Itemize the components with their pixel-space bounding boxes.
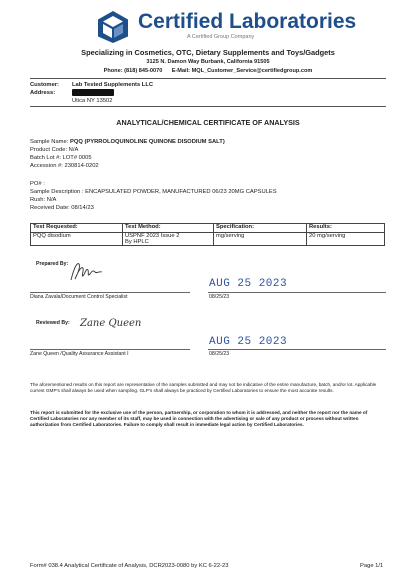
cell-test-method — [123, 233, 214, 246]
header-test-method: Test Method: — [123, 224, 214, 233]
cell-specification: mg/serving — [214, 233, 307, 246]
lab-address: 3125 N. Damon Way Burbank, California 91505 — [146, 59, 270, 65]
address-city: Utica NY 13502 — [72, 98, 113, 104]
results-header-row — [31, 224, 385, 233]
po-number: PO# : — [30, 181, 45, 187]
product-code: Product Code: N/A — [30, 147, 79, 153]
prepared-signature-image — [68, 260, 108, 284]
prepared-date-line — [208, 292, 386, 293]
reviewed-date: 08/25/23 — [209, 351, 230, 357]
brand-name: Certified Laboratories — [138, 10, 357, 33]
header-results: Results: — [307, 224, 385, 233]
disclaimer-representative: The aforementioned results on this report are representative of the samples submitted and may not be indicative of the entire manufacture, batch, and/or lot. Applicable current GMP's shall always be used when sampling. GLP's shall always be practiced by Certified Laboratories to ensure the most accurate results. — [30, 382, 377, 393]
accession-number: Accession #: 230814-0202 — [30, 163, 99, 169]
header-test-requested: Test Requested: — [31, 224, 123, 233]
method-line-1: USPNF 2023 Issue 2 — [125, 233, 180, 239]
form-number: Form# 038.4 Analytical Certificate of Analysis, DCR2023-0080 by KC 6-22-23 — [30, 563, 229, 569]
prepared-by-name: Diana Zavala/Document Control Specialist — [30, 294, 128, 300]
disclaimer-exclusive-use: This report is submitted for the exclusive use of the person, partnership, or corporation to whom it is addressed, and neither the report nor the name of Certified Laboratories nor any member of its staff, may be used in connection with the advertising or sale of any product or process without written authorization from Certified Laboratories. Failure to comply shall result in immediate legal action by Certified Laboratories. — [30, 410, 368, 427]
batch-lot: Batch Lot #: LOT# 0005 — [30, 155, 92, 161]
customer-value: Lab Tested Supplements LLC — [72, 82, 154, 88]
sample-description: Sample Description : ENCAPSULATED POWDER, MANUFACTURED 06/23 20MG CAPSULES — [30, 189, 277, 195]
page-number: Page 1/1 — [360, 563, 384, 569]
prepared-signature-line — [30, 292, 190, 293]
reviewed-by-label: Reviewed By: — [36, 320, 70, 326]
reviewed-signature-line — [30, 349, 190, 350]
reviewed-by-name: Zane Queen /Quality Assurance Assistant I — [30, 351, 129, 357]
sample-name-value: PQQ (PYRROLOQUINOLINE QUINONE DISODIUM SALT) — [69, 139, 225, 145]
table-row — [31, 233, 385, 246]
prepared-date-stamp: AUG 25 2023 — [209, 278, 288, 290]
rush-status: Rush: N/A — [30, 197, 57, 203]
redacted-address — [72, 89, 114, 96]
certified-laboratories-logo-icon — [96, 10, 130, 44]
header-divider — [30, 78, 386, 79]
reviewed-signature: Zane Queen — [80, 318, 142, 329]
lab-contact: Phone: (818) 845-0070 E-Mail: MQL_Customer_Service@certifiedgroup.com — [103, 68, 313, 74]
address-label: Address: — [30, 90, 56, 96]
cell-test-requested: PQQ disodium — [31, 233, 123, 246]
sample-name-label: Sample Name: — [30, 139, 70, 145]
sample-name — [30, 139, 225, 145]
specialization-line: Specializing in Cosmetics, OTC, Dietary Supplements and Toys/Gadgets — [81, 48, 335, 57]
prepared-date: 08/25/23 — [209, 294, 230, 300]
certificate-title: ANALYTICAL/CHEMICAL CERTIFICATE OF ANALYSIS — [116, 118, 300, 127]
header-specification: Specification: — [214, 224, 307, 233]
customer-divider — [30, 106, 386, 107]
customer-label: Customer: — [30, 82, 59, 88]
results-table — [30, 223, 385, 246]
reviewed-date-stamp: AUG 25 2023 — [209, 336, 288, 348]
brand-tagline: A Certified Group Company — [187, 34, 255, 40]
method-line-2: By HPLC — [125, 239, 149, 245]
cell-result: 20 mg/serving — [307, 233, 385, 246]
reviewed-date-line — [208, 349, 386, 350]
received-date: Received Date: 08/14/23 — [30, 205, 94, 211]
prepared-by-label: Prepared By: — [36, 261, 69, 267]
